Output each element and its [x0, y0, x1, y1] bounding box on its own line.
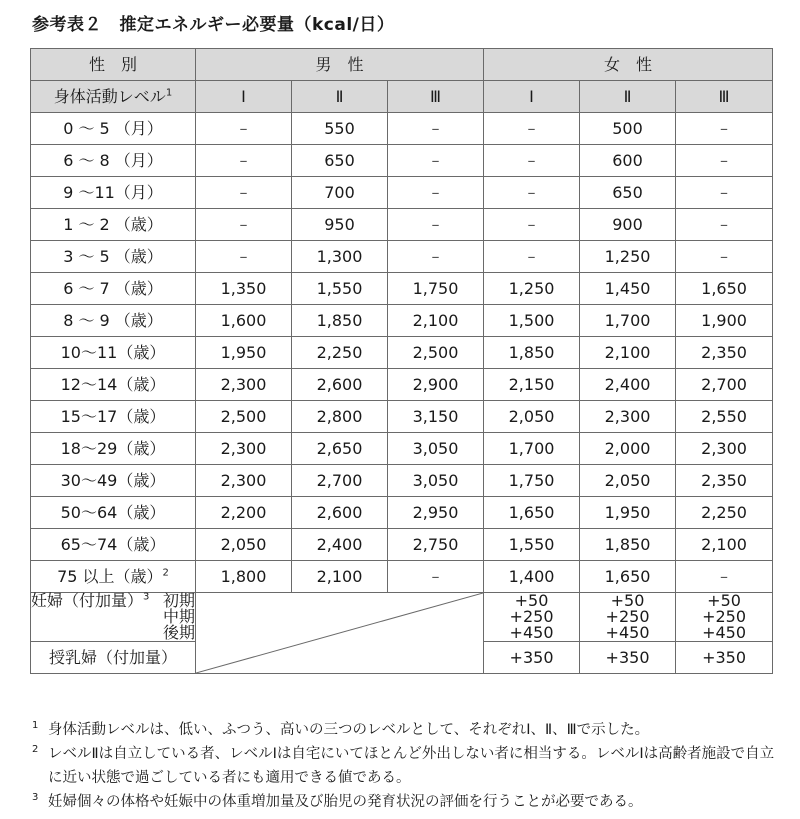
pregnant-stage-late: 後期	[162, 623, 195, 642]
age-group-cell	[31, 497, 196, 529]
female-level-3-value: –	[676, 241, 773, 273]
male-level-1-value: 1,350	[196, 273, 292, 305]
sex-header-cell: 性 別	[31, 49, 196, 81]
female-level-1-value: 1,700	[484, 433, 580, 465]
pregnant-value: +250	[509, 607, 554, 626]
age-group-cell	[31, 305, 196, 337]
male-level-2-value: 550	[292, 113, 388, 145]
male-level-2-value: 1,550	[292, 273, 388, 305]
male-level-3-value: 2,500	[388, 337, 484, 369]
age-group-label: 1 ～ 2 （歳）	[63, 214, 163, 234]
lactating-label: 授乳婦（付加量）	[31, 642, 196, 674]
pregnant-value: +50	[610, 591, 645, 610]
pregnant-value: +450	[509, 623, 554, 642]
female-level-3-value: 2,300	[676, 433, 773, 465]
pregnant-footnote-mark: 3	[143, 591, 150, 603]
lactating-female-level-1: +350	[484, 642, 580, 674]
pregnant-female-level-2	[580, 593, 676, 642]
table-row	[31, 401, 773, 433]
male-level-1-value: 2,050	[196, 529, 292, 561]
female-level-3-value: 1,650	[676, 273, 773, 305]
male-header-cell: 男 性	[196, 49, 484, 81]
age-group-label: 12～14（歳）	[60, 374, 166, 394]
age-group-label: 6 ～ 8 （月）	[63, 150, 163, 170]
male-level-1-value: –	[196, 209, 292, 241]
pregnant-value: +50	[514, 591, 549, 610]
energy-table-container	[30, 48, 772, 674]
male-level-3-value: 3,050	[388, 465, 484, 497]
age-group-label: 0 ～ 5 （月）	[63, 118, 163, 138]
male-level-2-value: 1,300	[292, 241, 388, 273]
female-level-1-value: 2,050	[484, 401, 580, 433]
male-not-applicable-cell	[196, 593, 484, 674]
table-row	[31, 241, 773, 273]
female-level-3-value: 2,250	[676, 497, 773, 529]
male-level-1-value: 2,300	[196, 465, 292, 497]
female-level-1-header: Ⅰ	[484, 81, 580, 113]
male-level-2-value: 700	[292, 177, 388, 209]
female-level-1-value: 2,150	[484, 369, 580, 401]
age-group-cell	[31, 337, 196, 369]
female-level-1-value: 1,400	[484, 561, 580, 593]
male-level-2-value: 2,650	[292, 433, 388, 465]
female-level-2-value: 1,850	[580, 529, 676, 561]
female-level-2-value: 500	[580, 113, 676, 145]
male-level-3-value: –	[388, 113, 484, 145]
table-row	[31, 177, 773, 209]
male-level-1-value: 2,500	[196, 401, 292, 433]
female-level-3-value: –	[676, 145, 773, 177]
female-level-2-value: 2,400	[580, 369, 676, 401]
male-level-3-value: –	[388, 209, 484, 241]
male-level-1-header: Ⅰ	[196, 81, 292, 113]
female-level-3-value: 2,350	[676, 465, 773, 497]
pregnant-female-level-1	[484, 593, 580, 642]
female-level-3-value: 2,100	[676, 529, 773, 561]
male-level-2-value: 1,850	[292, 305, 388, 337]
age-group-cell	[31, 273, 196, 305]
age-group-cell	[31, 177, 196, 209]
female-level-2-value: 600	[580, 145, 676, 177]
table-row	[31, 209, 773, 241]
age-footnote-mark: 2	[162, 567, 169, 579]
age-group-cell	[31, 369, 196, 401]
male-level-2-value: 2,600	[292, 369, 388, 401]
activity-header-row	[31, 81, 773, 113]
footnote-text: 妊婦個々の体格や妊娠中の体重増加量及び胎児の発育状況の評価を行うことが必要である。	[48, 794, 643, 810]
activity-level-label: 身体活動レベル	[53, 86, 166, 106]
age-group-label: 50～64（歳）	[60, 502, 166, 522]
female-level-2-value: 2,050	[580, 465, 676, 497]
male-level-1-value: 1,600	[196, 305, 292, 337]
female-level-1-value: –	[484, 113, 580, 145]
male-level-2-value: 2,100	[292, 561, 388, 593]
female-level-3-value: –	[676, 209, 773, 241]
age-group-label: 9 ～11（月）	[63, 182, 163, 202]
activity-footnote-mark: 1	[165, 87, 173, 99]
male-level-2-value: 2,250	[292, 337, 388, 369]
table-row	[31, 465, 773, 497]
table-row	[31, 337, 773, 369]
age-group-label: 3 ～ 5 （歳）	[63, 246, 163, 266]
lactating-female-level-2: +350	[580, 642, 676, 674]
footnote-number: 1	[32, 720, 39, 731]
male-level-3-value: –	[388, 145, 484, 177]
male-level-2-value: 650	[292, 145, 388, 177]
female-level-1-value: 1,850	[484, 337, 580, 369]
pregnant-value: +450	[605, 623, 650, 642]
table-row	[31, 305, 773, 337]
female-level-2-value: 1,250	[580, 241, 676, 273]
female-level-2-value: 1,450	[580, 273, 676, 305]
table-row	[31, 273, 773, 305]
male-level-3-header: Ⅲ	[388, 81, 484, 113]
pregnant-label: 妊婦（付加量）	[31, 591, 144, 610]
female-level-2-value: 2,100	[580, 337, 676, 369]
age-group-label: 65～74（歳）	[60, 534, 166, 554]
female-level-3-value: 2,550	[676, 401, 773, 433]
female-level-2-value: 900	[580, 209, 676, 241]
male-level-2-value: 950	[292, 209, 388, 241]
age-group-cell	[31, 465, 196, 497]
female-level-2-value: 1,950	[580, 497, 676, 529]
male-level-3-value: 2,750	[388, 529, 484, 561]
male-level-3-value: –	[388, 177, 484, 209]
male-level-1-value: 1,950	[196, 337, 292, 369]
male-level-1-value: –	[196, 177, 292, 209]
sex-header-row	[31, 49, 773, 81]
footnotes	[30, 718, 780, 814]
table-row	[31, 369, 773, 401]
table-row	[31, 433, 773, 465]
male-level-1-value: 2,300	[196, 433, 292, 465]
male-level-2-value: 2,700	[292, 465, 388, 497]
female-level-2-value: 1,700	[580, 305, 676, 337]
male-level-3-value: 3,150	[388, 401, 484, 433]
table-body	[31, 113, 773, 593]
male-level-3-value: 2,100	[388, 305, 484, 337]
lactating-female-level-3: +350	[676, 642, 773, 674]
age-group-label: 8 ～ 9 （歳）	[63, 310, 163, 330]
male-level-1-value: 1,800	[196, 561, 292, 593]
male-level-3-value: 2,900	[388, 369, 484, 401]
age-group-label: 15～17（歳）	[60, 406, 166, 426]
male-level-1-value: 2,300	[196, 369, 292, 401]
age-group-label: 30～49（歳）	[60, 470, 166, 490]
age-group-label: 18～29（歳）	[60, 438, 166, 458]
age-group-cell	[31, 209, 196, 241]
male-level-3-value: 1,750	[388, 273, 484, 305]
female-level-1-value: –	[484, 145, 580, 177]
male-level-1-value: –	[196, 113, 292, 145]
female-level-1-value: 1,550	[484, 529, 580, 561]
female-level-2-value: 2,300	[580, 401, 676, 433]
male-level-3-value: –	[388, 241, 484, 273]
age-group-cell	[31, 241, 196, 273]
female-level-3-value: –	[676, 113, 773, 145]
female-level-1-value: 1,750	[484, 465, 580, 497]
female-level-3-value: –	[676, 561, 773, 593]
table-title: 参考表２ 推定エネルギー必要量（kcal/日）	[32, 15, 395, 35]
male-level-3-value: –	[388, 561, 484, 593]
footnote-number: 3	[32, 792, 39, 803]
age-group-label: 6 ～ 7 （歳）	[63, 278, 163, 298]
footnote-text: 身体活動レベルは、低い、ふつう、高いの三つのレベルとして、それぞれⅠ、Ⅱ、Ⅲで示した。	[48, 722, 650, 738]
age-group-cell	[31, 113, 196, 145]
female-level-2-value: 1,650	[580, 561, 676, 593]
female-level-3-value: –	[676, 177, 773, 209]
female-level-1-value: 1,500	[484, 305, 580, 337]
female-level-3-value: 2,700	[676, 369, 773, 401]
table-row	[31, 529, 773, 561]
female-level-1-value: –	[484, 241, 580, 273]
age-group-cell	[31, 433, 196, 465]
footnote-2	[30, 742, 780, 790]
pregnant-value: +50	[707, 591, 741, 610]
female-level-3-value: 1,900	[676, 305, 773, 337]
footnote-number: 2	[32, 744, 39, 755]
female-header-cell: 女 性	[484, 49, 773, 81]
age-group-label: 10～11（歳）	[60, 342, 166, 362]
age-group-label: 75 以上（歳）	[57, 566, 163, 586]
male-level-2-header: Ⅱ	[292, 81, 388, 113]
male-level-2-value: 2,600	[292, 497, 388, 529]
pregnant-value: +250	[702, 607, 747, 626]
female-level-1-value: 1,250	[484, 273, 580, 305]
male-level-1-value: –	[196, 145, 292, 177]
pregnant-stage-early: 初期	[162, 591, 195, 610]
female-level-1-value: –	[484, 209, 580, 241]
footnote-1	[30, 718, 780, 742]
diagonal-line	[196, 593, 483, 673]
male-level-2-value: 2,400	[292, 529, 388, 561]
table-row	[31, 145, 773, 177]
footnote-text: レベルⅡは自立している者、レベルⅠは自宅にいてほとんど外出しない者に相当する。レベルⅠは高齢者施設で自立に近い状態で過ごしている者にも適用できる値である。	[48, 746, 775, 786]
pregnant-label-cell	[31, 593, 196, 642]
female-level-2-value: 650	[580, 177, 676, 209]
female-level-1-value: –	[484, 177, 580, 209]
female-level-2-value: 2,000	[580, 433, 676, 465]
age-group-cell	[31, 561, 196, 593]
table-row	[31, 561, 773, 593]
additional-rows	[31, 593, 773, 674]
female-level-1-value: 1,650	[484, 497, 580, 529]
male-level-1-value: –	[196, 241, 292, 273]
male-level-1-value: 2,200	[196, 497, 292, 529]
male-level-3-value: 2,950	[388, 497, 484, 529]
age-group-cell	[31, 529, 196, 561]
energy-requirement-table	[30, 48, 773, 674]
female-level-2-header: Ⅱ	[580, 81, 676, 113]
footnote-3	[30, 790, 780, 814]
table-row	[31, 497, 773, 529]
table-row	[31, 113, 773, 145]
female-level-3-header: Ⅲ	[676, 81, 773, 113]
pregnant-row	[31, 593, 773, 642]
pregnant-female-level-3	[676, 593, 773, 642]
activity-level-header	[31, 81, 196, 113]
pregnant-stage-mid: 中期	[162, 607, 195, 626]
age-group-cell	[31, 145, 196, 177]
male-level-2-value: 2,800	[292, 401, 388, 433]
pregnant-value: +250	[605, 607, 650, 626]
male-level-3-value: 3,050	[388, 433, 484, 465]
female-level-3-value: 2,350	[676, 337, 773, 369]
pregnant-value: +450	[702, 623, 747, 642]
age-group-cell	[31, 401, 196, 433]
